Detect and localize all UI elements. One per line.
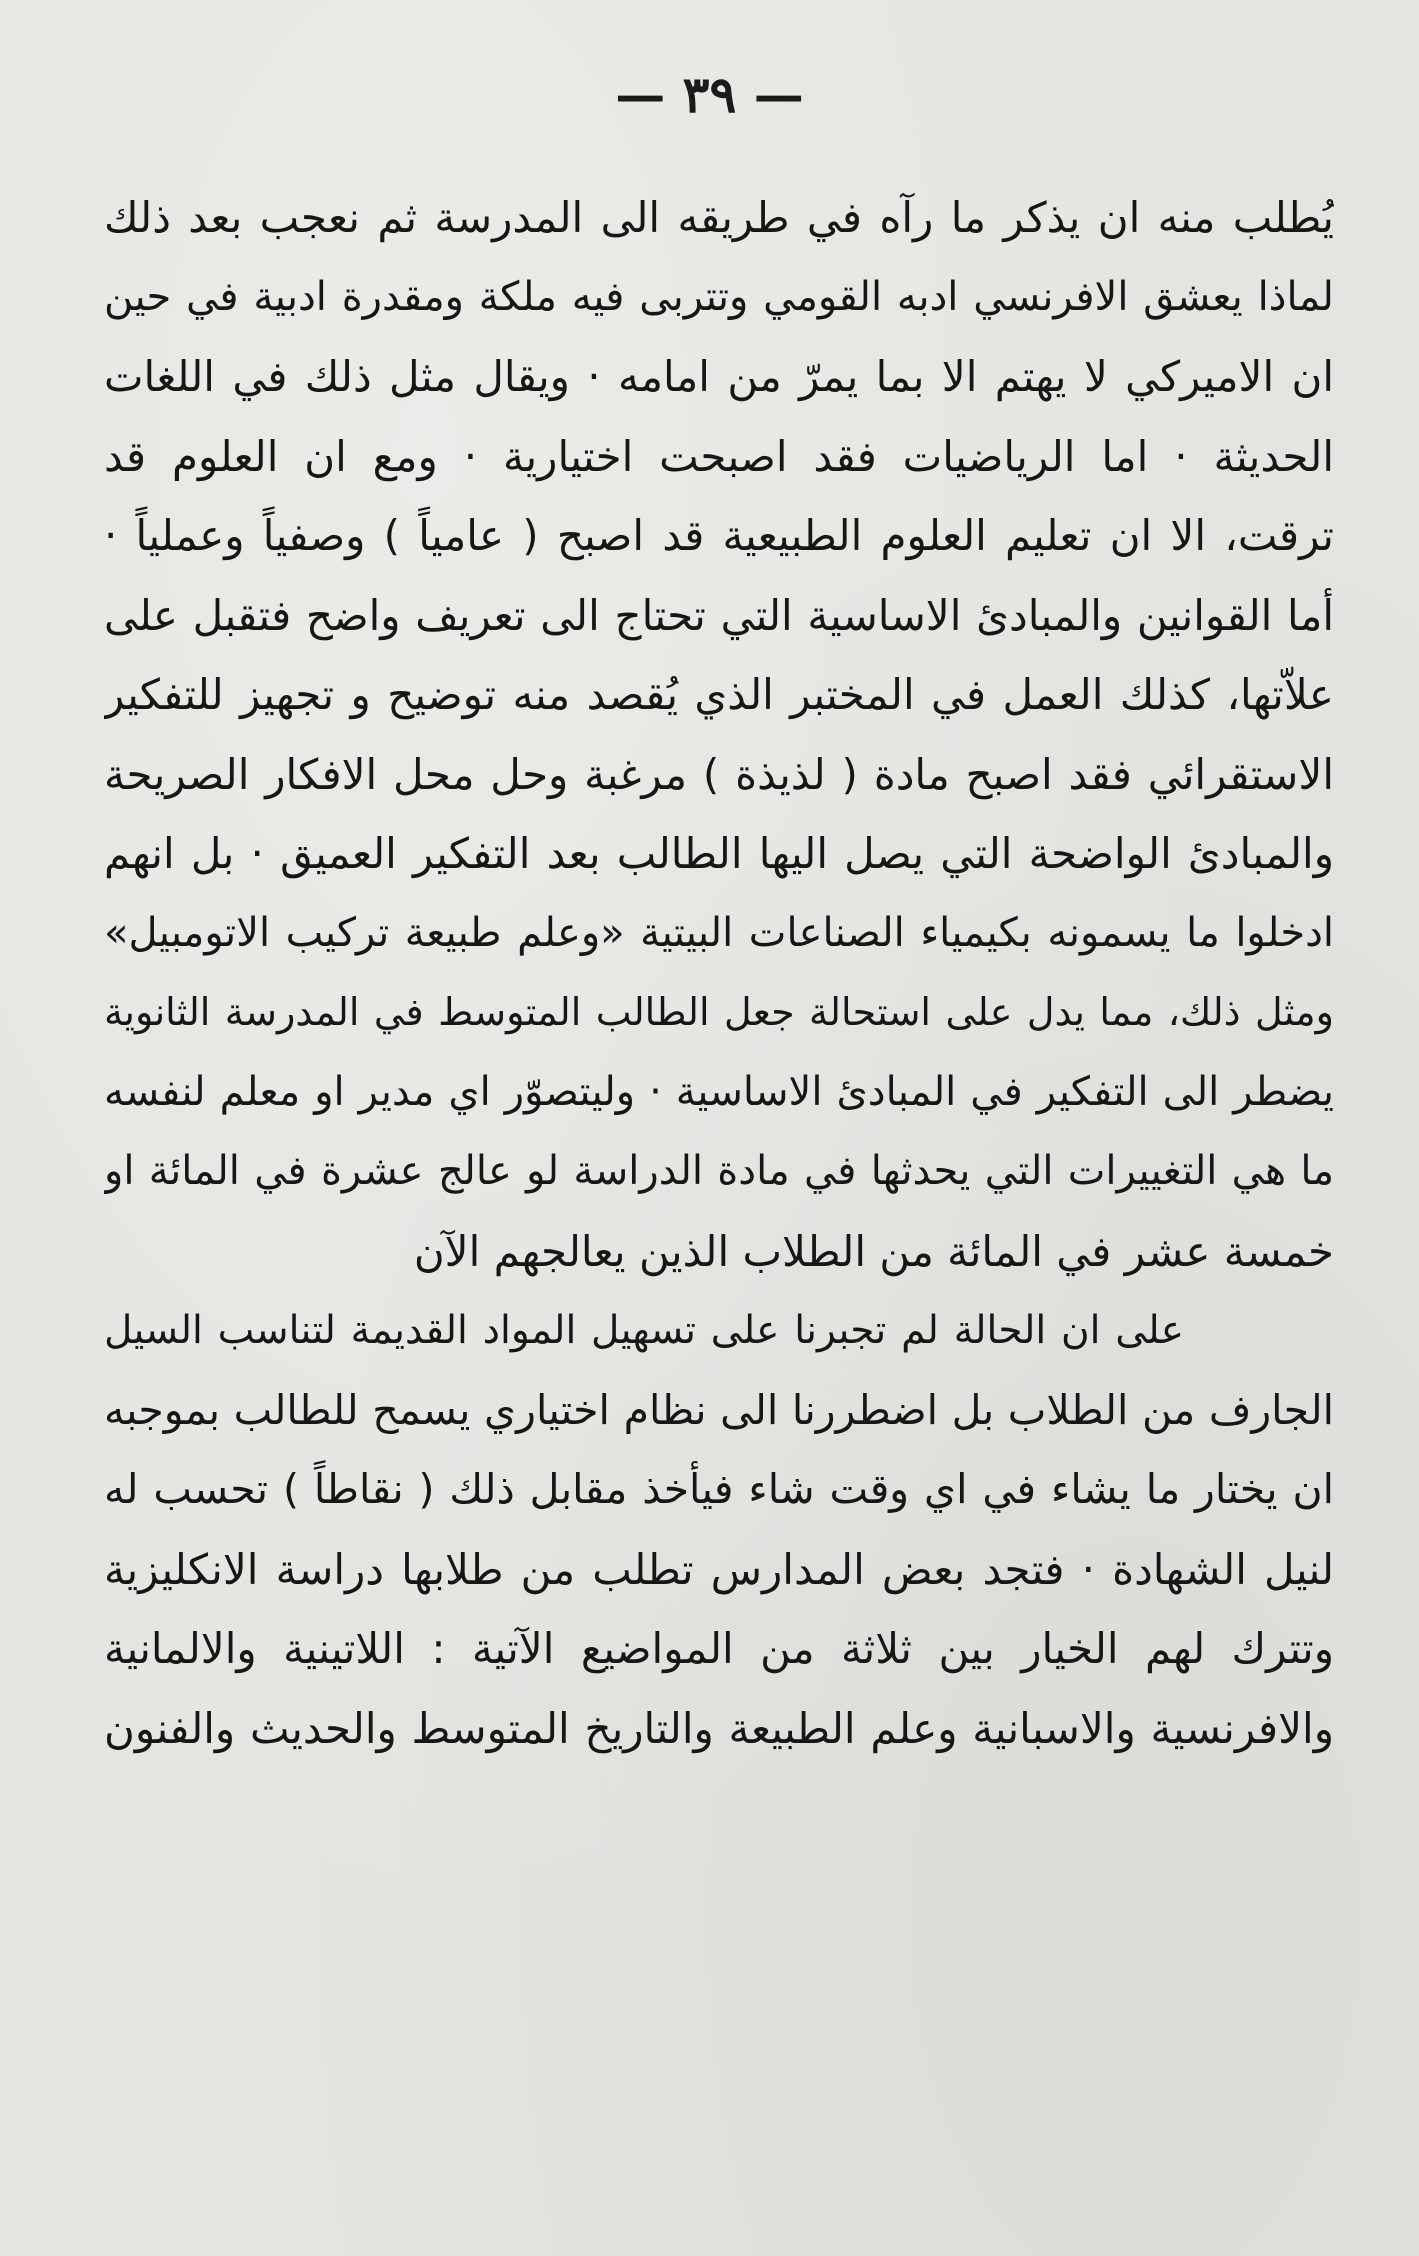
text-line: ترقت، الا ان تعليم العلوم الطبيعية قد اصبح ( عامياً ) وصفياً وعملياً · [104, 511, 1334, 560]
text-line: ان الاميركي لا يهتم الا بما يمرّ من امامه · ويقال مثل ذلك في اللغات [104, 352, 1334, 401]
text-line: يضطر الى التفكير في المبادئ الاساسية · وليتصوّر اي مدير او معلم لنفسه [104, 1068, 1334, 1115]
text-line: الجارف من الطلاب بل اضطررنا الى نظام اختياري يسمح للطالب بموجبه [104, 1385, 1334, 1434]
page-number: — ٣٩ — [615, 65, 804, 124]
text-line: ومثل ذلك، مما يدل على استحالة جعل الطالب المتوسط في المدرسة الثانوية [104, 990, 1334, 1034]
text-line: وتترك لهم الخيار بين ثلاثة من المواضيع الآتية : اللاتينية والالمانية [104, 1624, 1334, 1673]
text-line: لنيل الشهادة · فتجد بعض المدارس تطلب من طلابها دراسة الانكليزية [104, 1544, 1334, 1594]
text-line: ادخلوا ما يسمونه بكيمياء الصناعات البيتية «وعلم طبيعة تركيب الاتومبيل» [104, 909, 1334, 956]
text-line: علاّتها، كذلك العمل في المختبر الذي يُقصد منه توضيح و تجهيز للتفكير [104, 670, 1334, 719]
text-line: الحديثة · اما الرياضيات فقد اصبحت اختيارية · ومع ان العلوم قد [104, 431, 1334, 481]
text-line: يُطلب منه ان يذكر ما رآه في طريقه الى المدرسة ثم نعجب بعد ذلك [104, 193, 1334, 242]
body-text [104, 178, 1334, 1768]
paragraph-start-line: على ان الحالة لم تجبرنا على تسهيل المواد القديمة لتناسب السيل [104, 1308, 1184, 1353]
text-line: ان يختار ما يشاء في اي وقت شاء فيأخذ مقابل ذلك ( نقاطاً ) تحسب له [104, 1465, 1334, 1513]
text-line: لماذا يعشق الافرنسي ادبه القومي وتتربى فيه ملكة ومقدرة ادبية في حين [104, 273, 1334, 320]
text-line: والمبادئ الواضحة التي يصل اليها الطالب بعد التفكير العميق · بل انهم [104, 829, 1334, 878]
text-line: والافرنسية والاسبانية وعلم الطبيعة والتاريخ المتوسط والحديث والفنون [104, 1703, 1334, 1753]
text-line: الاستقرائي فقد اصبح مادة ( لذيذة ) مرغبة وحل محل الافكار الصريحة [104, 749, 1334, 799]
paragraph-end-line: خمسة عشر في المائة من الطلاب الذين يعالجهم الآن [413, 1226, 1334, 1276]
text-line: أما القوانين والمبادئ الاساسية التي تحتاج الى تعريف واضح فتقبل على [104, 590, 1334, 640]
text-line: ما هي التغييرات التي يحدثها في مادة الدراسة لو عالج عشرة في المائة او [104, 1148, 1334, 1194]
